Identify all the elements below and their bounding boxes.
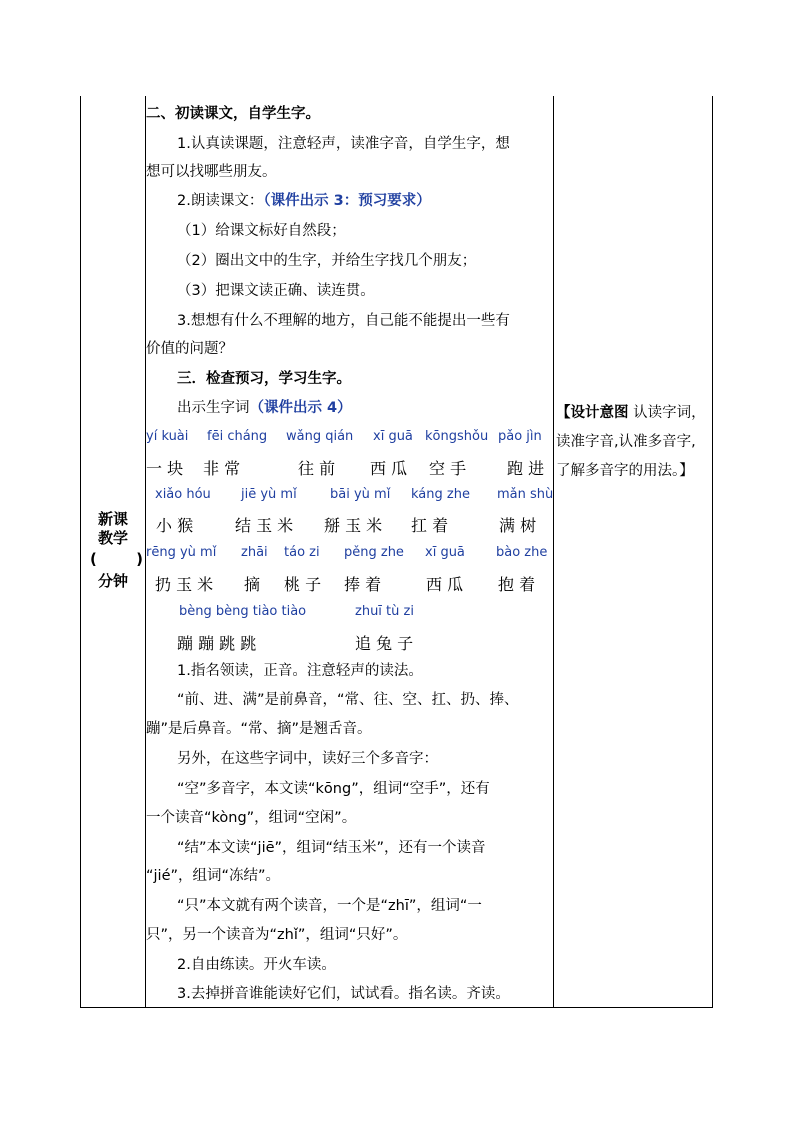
pinyin-yikuai: yí kuài: [146, 429, 189, 444]
para-2-line1: “前、进、满”是前鼻音，“常、往、空、扛、扔、捧、: [177, 692, 519, 708]
para-6-line1: “只”本文就有两个读音，一个是“zhī”，组词“一: [177, 898, 482, 914]
para-3: 另外，在这些字词中，读好三个多音字：: [177, 751, 438, 767]
courseware-note-4: （课件出示 4）: [249, 400, 352, 416]
requirement-1: （1）给课文标好自然段；: [177, 223, 346, 239]
pinyin-xigua-2: xī guā: [425, 545, 465, 560]
word-paojin: 跑 进: [507, 459, 545, 478]
word-kongshou: 空 手: [429, 459, 467, 478]
show-words-line: [177, 398, 352, 418]
pinyin-pengzhe: pěng zhe: [344, 545, 404, 560]
word-yikuai: 一 块: [146, 459, 184, 478]
section3-heading: 三．检查预习，学习生字。: [177, 371, 351, 387]
table-border-bottom: [80, 1007, 712, 1008]
design-intent-note: [556, 399, 716, 486]
para-5-line2: “jié”，组词“冻结”。: [146, 868, 281, 884]
word-kangzhe: 扛 着: [411, 516, 449, 535]
minutes-label: 分钟: [97, 572, 128, 590]
para-4-line2: 一个读音“kòng”，组词“空闲”。: [146, 810, 357, 826]
minutes-parens: [81, 548, 145, 572]
table-border-right: [712, 96, 713, 1008]
pinyin-baiyumi: bāi yù mǐ: [330, 487, 391, 502]
word-baiyumi: 掰 玉 米: [324, 516, 383, 535]
para-5-line1: “结”本文读“jiē”，组词“结玉米”，还有一个读音: [177, 840, 486, 856]
section2-item1-line2: 想可以找哪些朋友。: [146, 164, 277, 180]
pinyin-taozi: táo zi: [284, 545, 320, 560]
para-8: 3.去掉拼音谁能读好它们，试试看。指名读。齐读。: [177, 986, 510, 1002]
word-bengbengtiaotiao: 蹦 蹦 跳 跳: [177, 634, 257, 653]
pinyin-rengyumi: rēng yù mǐ: [146, 545, 217, 560]
requirement-2: （2）圈出文中的生字，并给生字找几个朋友；: [177, 253, 477, 269]
pinyin-jieyumi: jiē yù mǐ: [241, 487, 297, 502]
section2-heading: 二、初读课文，自学生字。: [146, 106, 320, 122]
para-1: 1.指名领读，正音。注意轻声的读法。: [177, 663, 423, 679]
word-xigua-2: 西 瓜: [426, 575, 464, 594]
para-6-line2: 只”，另一个读音为“zhǐ”，组词“只好”。: [146, 927, 408, 943]
word-rengyumi: 扔 玉 米: [155, 575, 214, 594]
design-intent-line1: [556, 399, 716, 428]
design-intent-line3: 了解多音字的用法。】: [556, 463, 694, 479]
courseware-note-3: （课件出示 3：预习要求）: [263, 193, 431, 209]
stage-line2: 教学: [97, 529, 128, 547]
design-intent-line2: 读准字音,认准多音字,: [556, 434, 696, 450]
word-xiaohou: 小 猴: [156, 516, 194, 535]
word-pengzhe: 捧 着: [344, 575, 382, 594]
word-manshu: 满 树: [499, 516, 537, 535]
pinyin-zhai: zhāi: [241, 545, 268, 560]
word-zhai: 摘: [244, 575, 261, 594]
pinyin-kangzhe: káng zhe: [411, 487, 470, 502]
pinyin-baozhe: bào zhe: [496, 545, 548, 560]
word-xigua: 西 瓜: [370, 459, 408, 478]
section2-item2-text: 2.朗读课文：: [177, 193, 264, 209]
section2-item3-line1: 3.想想有什么不理解的地方，自己能不能提出一些有: [177, 313, 510, 329]
word-zhuituzi: 追 兔 子: [355, 634, 414, 653]
section2-item1-line1: 1.认真读课题，注意轻声，读准字音，自学生字，想: [177, 136, 510, 152]
show-words-text: 出示生字词: [177, 400, 250, 416]
word-baozhe: 抱 着: [498, 575, 536, 594]
pinyin-xigua: xī guā: [373, 429, 413, 444]
section2-item2: [177, 191, 431, 211]
paren-open: (: [90, 550, 97, 568]
word-jieyumi: 结 玉 米: [235, 516, 294, 535]
requirement-3: （3）把课文读正确、读连贯。: [177, 283, 375, 299]
table-border-col2: [553, 96, 554, 1008]
pinyin-bengbengtiaotiao: bèng bèng tiào tiào: [179, 604, 307, 619]
section2-item3-line2: 价值的问题？: [146, 341, 233, 357]
word-feichang: 非 常: [203, 459, 241, 478]
pinyin-wangqian: wǎng qián: [286, 429, 354, 444]
pinyin-xiaohou: xiǎo hóu: [155, 487, 211, 502]
pinyin-paojin: pǎo jìn: [498, 429, 542, 444]
pinyin-kongshou: kōngshǒu: [425, 429, 489, 444]
word-taozi: 桃 子: [284, 575, 322, 594]
para-2-line2: 蹦”是后鼻音。“常、摘”是翘舌音。: [146, 721, 372, 737]
pinyin-manshu: mǎn shù: [497, 487, 554, 502]
pinyin-feichang: fēi cháng: [207, 429, 268, 444]
design-intent-line1-rest: 认读字词，: [628, 405, 706, 421]
word-wangqian: 往 前: [298, 459, 336, 478]
stage-label: [81, 510, 145, 591]
stage-line1: 新课: [97, 510, 128, 528]
design-intent-label: 【设计意图: [556, 405, 629, 421]
para-7: 2.自由练读。开火车读。: [177, 957, 336, 973]
para-4-line1: “空”多音字，本文读“kōng”，组词“空手”，还有: [177, 781, 490, 797]
paren-close: ): [136, 550, 143, 568]
pinyin-zhuituzi: zhuī tù zi: [355, 604, 414, 619]
